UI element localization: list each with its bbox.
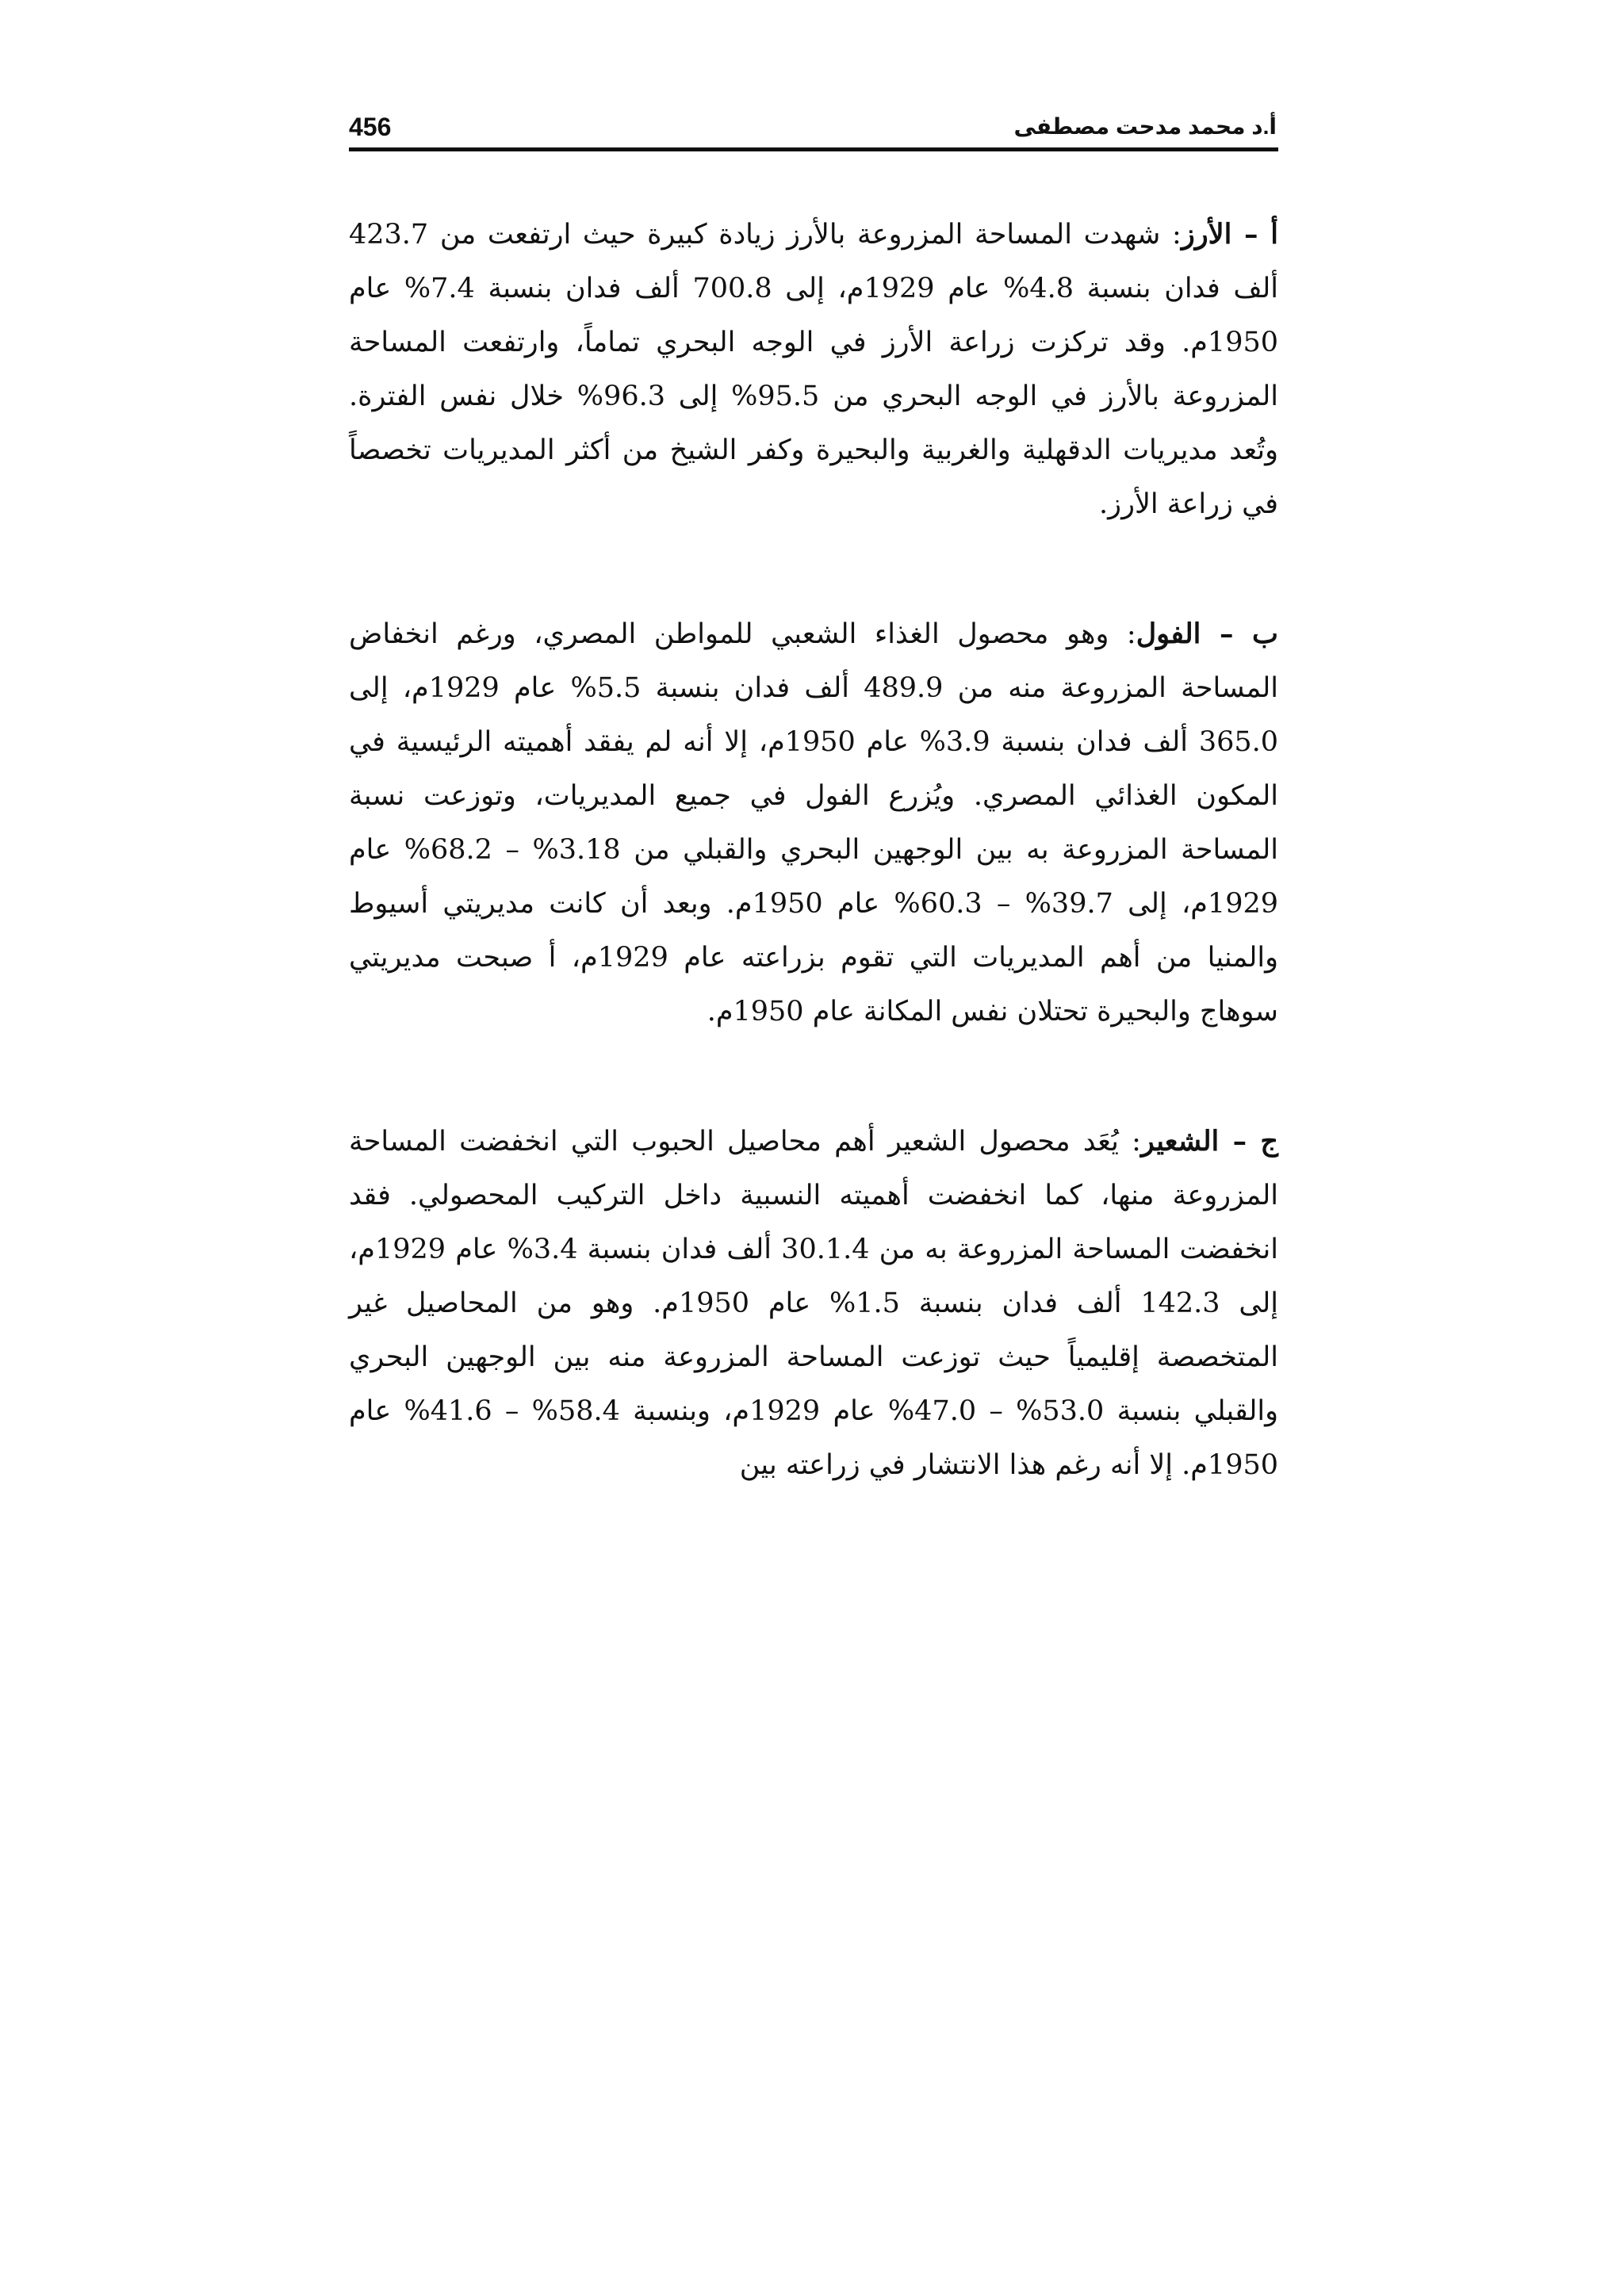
paragraph-text-rice: : شهدت المساحة المزروعة بالأرز زيادة كبيرة حيث ارتفعت من 423.7 ألف فدان بنسبة 4.8% عام 1929م، إلى 700.8 ألف فدان بنسبة 7.4% عام 1950م. وقد تركزت زراعة الأرز في الوجه البحري تماماً، وارتفعت المساحة المزروعة بالأرز في الوجه البحري من 95.5% إلى 96.3% خلال نفس الفترة. وتُعد مديريات الدقهلية والغربية والبحيرة وكفر الشيخ من أكثر المديريات تخصصاً في زراعة الأرز. xyxy=(349,219,1278,520)
header-rule xyxy=(349,147,1278,151)
running-head-author: أ.د محمد مدحت مصطفى xyxy=(1013,114,1277,139)
paragraph-rice xyxy=(349,208,1278,531)
paragraph-barley xyxy=(349,1115,1278,1492)
text-body xyxy=(349,208,1278,1492)
paragraph-text-barley: : يُعَد محصول الشعير أهم محاصيل الحبوب التي انخفضت المساحة المزروعة منها، كما انخفضت أهميته النسبية داخل التركيب المحصولي. فقد انخفضت المساحة المزروعة به من 30.1.4 ألف فدان بنسبة 3.4% عام 1929م، إلى 142.3 ألف فدان بنسبة 1.5% عام 1950م. وهو من المحاصيل غير المتخصصة إقليمياً حيث توزعت المساحة المزروعة منه بين الوجهين البحري والقبلي بنسبة 53.0% – 47.0% عام 1929م، وبنسبة 58.4% – 41.6% عام 1950م. إلا أنه رغم هذا الانتشار في زراعته بين xyxy=(349,1126,1278,1481)
paragraph-label-barley: ج – الشعير xyxy=(1140,1125,1278,1158)
page-header xyxy=(349,108,1277,146)
page-number: 456 xyxy=(349,113,392,141)
paragraph-label-beans: ب – الفول xyxy=(1136,618,1278,650)
paragraph-text-beans: : وهو محصول الغذاء الشعبي للمواطن المصري، ورغم انخفاض المساحة المزروعة منه من 489.9 ألف فدان بنسبة 5.5% عام 1929م، إلى 365.0 ألف فدان بنسبة 3.9% عام 1950م، إلا أنه لم يفقد أهميته الرئيسية في المكون الغذائي المصري. ويُزرع الفول في جميع المديريات، وتوزعت نسبة المساحة المزروعة به بين الوجهين البحري والقبلي من 3.18% – 68.2% عام 1929م، إلى 39.7% – 60.3% عام 1950م. وبعد أن كانت مديريتي أسيوط والمنيا من أهم المديريات التي تقوم بزراعته عام 1929م، أ صبحت مديريتي سوهاج والبحيرة تحتلان نفس المكانة عام 1950م. xyxy=(349,618,1279,1027)
paragraph-label-rice: أ – الأرز xyxy=(1181,218,1278,251)
paragraph-beans xyxy=(349,607,1278,1039)
